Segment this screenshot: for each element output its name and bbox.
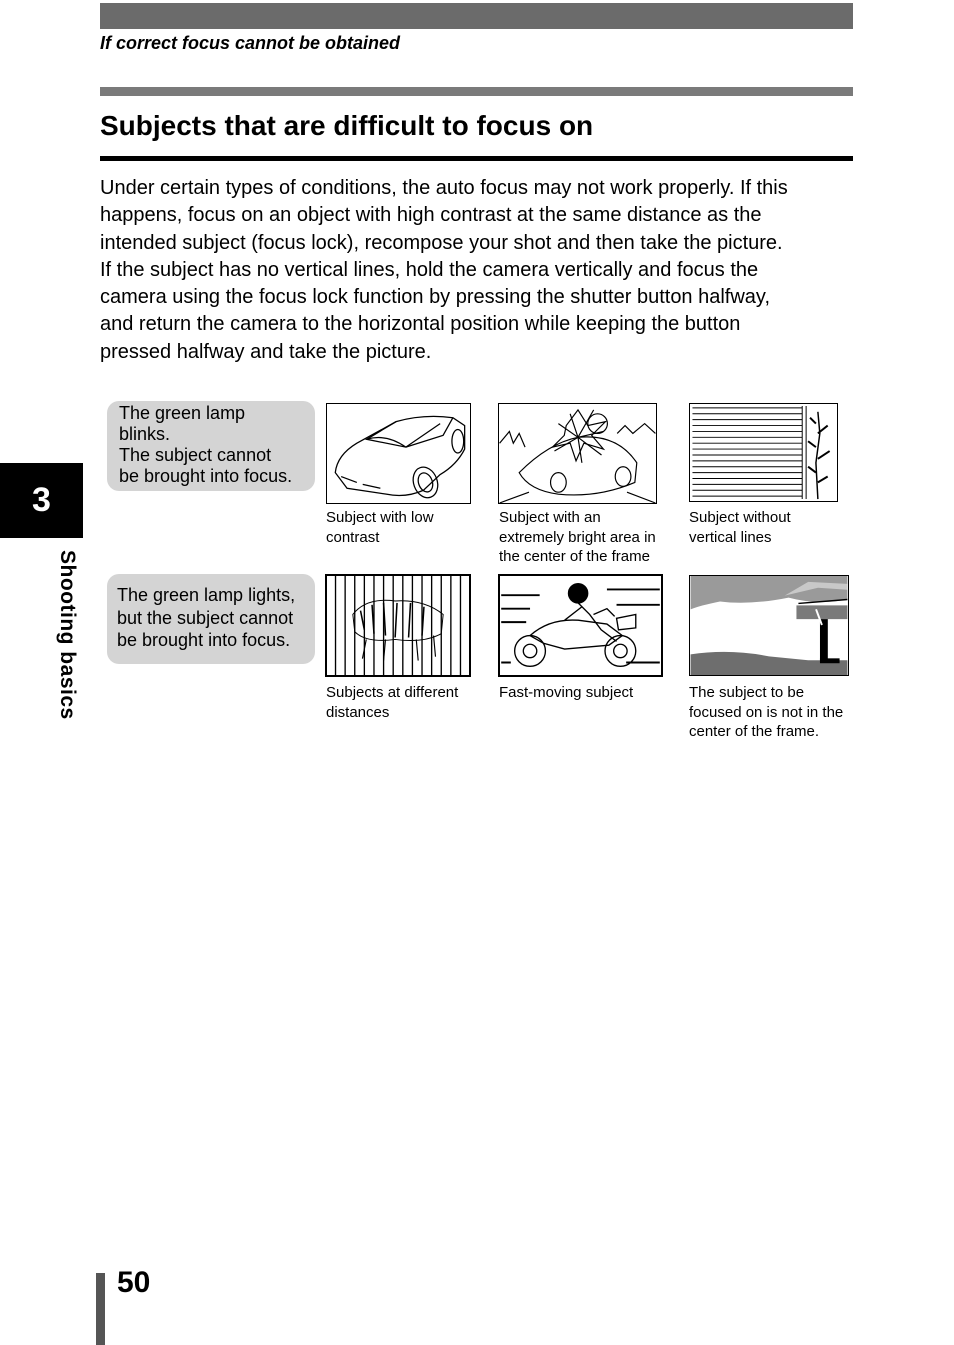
sports-car-illustration: [326, 403, 471, 504]
caption-line: Subject with low: [326, 509, 434, 526]
caption-line: the center of the frame: [499, 548, 650, 565]
note-line: be brought into focus.: [117, 630, 291, 650]
intro-line: and return the camera to the horizontal position while keeping the button: [100, 313, 741, 336]
page-title: Subjects that are difficult to focus on: [100, 110, 594, 141]
caged-tiger-illustration: [325, 574, 471, 677]
caption-line: extremely bright area in: [499, 528, 656, 546]
bright-car-illustration: [498, 403, 657, 504]
caption-off-center: [689, 683, 843, 742]
note-line: but the subject cannot: [117, 607, 294, 628]
horizontal-lines-illustration: [689, 403, 838, 502]
header-bar: [100, 3, 853, 29]
green-lamp-blinks-note: [107, 401, 315, 491]
running-head: If correct focus cannot be obtained: [100, 33, 401, 53]
caption-different-distances: [326, 683, 458, 722]
section-rule-bottom: [100, 156, 853, 161]
caption-line: vertical lines: [689, 528, 772, 546]
caption-line: center of the frame.: [689, 723, 820, 740]
caption-line: contrast: [326, 528, 380, 546]
caption-line: Subject with an: [499, 509, 601, 526]
intro-line: happens, focus on an object with high contrast at the same distance as the: [100, 204, 762, 227]
caption-line: Subjects at different: [326, 684, 459, 701]
chapter-tab: 3: [0, 463, 83, 538]
intro-line: pressed halfway and take the picture.: [100, 340, 432, 363]
caption-line: Subject without: [689, 509, 791, 526]
off-center-subject-illustration: [689, 575, 849, 676]
caption-line: The subject to be: [689, 684, 805, 701]
note-line: The green lamp lights,: [117, 585, 296, 605]
caption-no-vertical-lines: [689, 508, 791, 547]
intro-line: intended subject (focus lock), recompose your shot and then take the picture.: [100, 231, 783, 254]
note-line: be brought into focus.: [119, 466, 293, 486]
caption-line: Fast-moving subject: [499, 684, 634, 701]
note-line: The subject cannot: [119, 445, 272, 465]
intro-line: camera using the focus lock function by pressing the shutter button halfway,: [100, 286, 770, 309]
chapter-label: Shooting basics: [56, 550, 79, 720]
caption-line: focused on is not in the: [689, 703, 844, 721]
caption-bright-area: [499, 508, 656, 567]
motorcycle-illustration: [498, 574, 663, 677]
caption-fast-moving: [499, 683, 633, 703]
page-number: 50: [117, 1266, 151, 1299]
caption-low-contrast: [326, 508, 434, 547]
intro-line: If the subject has no vertical lines, hold the camera vertically and focus the: [100, 258, 759, 281]
page-number-bar: [96, 1273, 105, 1345]
note-line: blinks.: [119, 424, 171, 444]
section-rule-top: [100, 87, 853, 96]
green-lamp-lights-note: [107, 574, 315, 664]
intro-paragraph: [100, 175, 860, 366]
note-line: The green lamp: [119, 403, 246, 423]
caption-line: distances: [326, 703, 390, 721]
intro-line: Under certain types of conditions, the auto focus may not work properly. If this: [100, 177, 788, 199]
